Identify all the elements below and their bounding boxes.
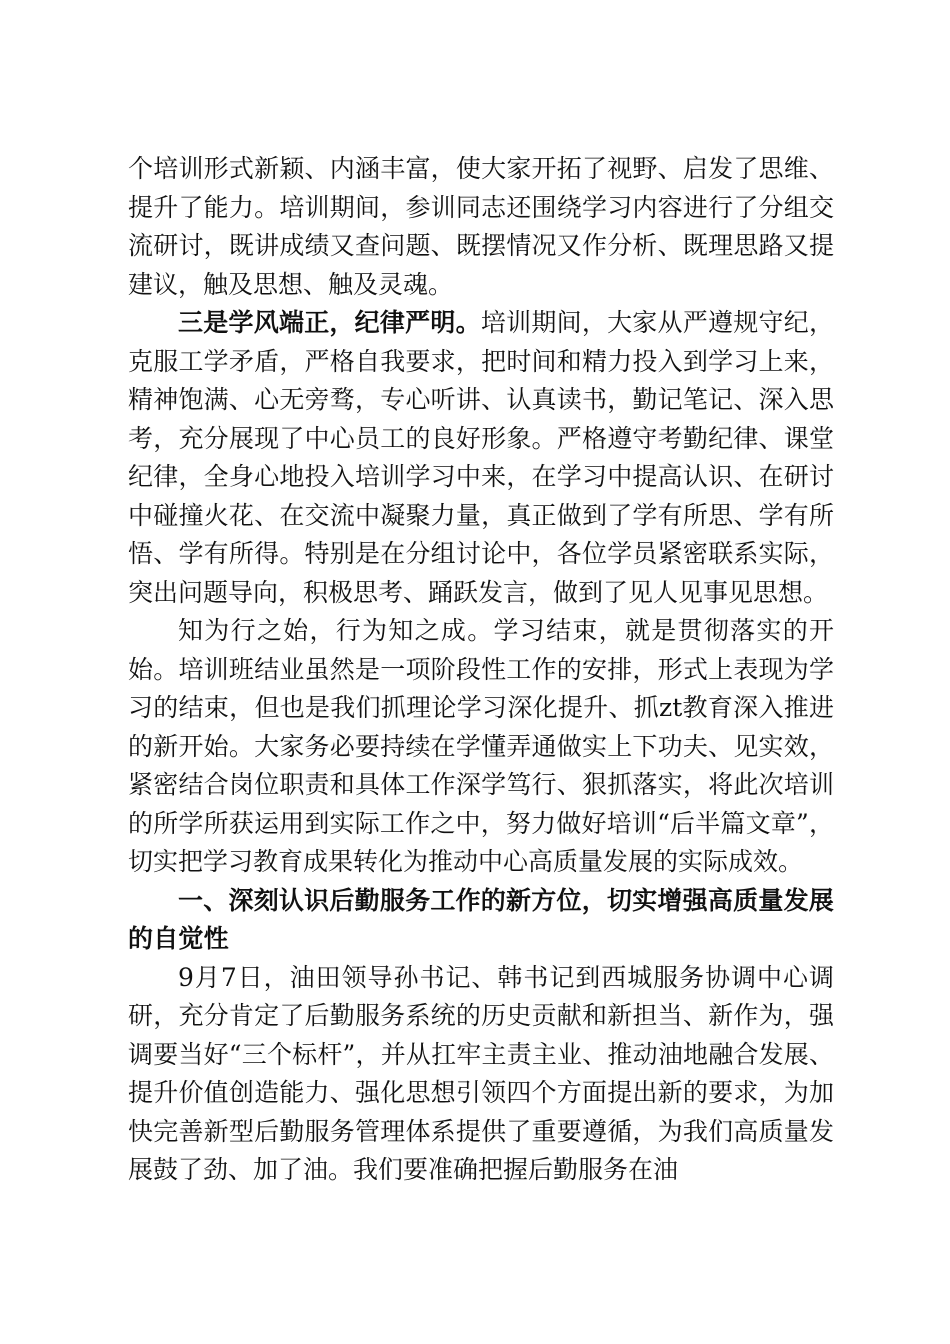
paragraph-text: 个培训形式新颖、内涵丰富，使大家开拓了视野、启发了思维、提升了能力。培训期间，参训同志还围绕学习内容进行了分组交流研讨，既讲成绩又查问题、既摆情况又作分析、既理思路又提建议，触及思想、触及灵魂。 (128, 154, 834, 299)
document-body (128, 150, 834, 1190)
paragraph-text: 培训期间，大家从严遵规守纪，克服工学矛盾，严格自我要求，把时间和精力投入到学习上来，精神饱满、心无旁骛，专心听讲、认真读书，勤记笔记、深入思考，充分展现了中心员工的良好形象。严格遵守考勤纪律、课堂纪律，全身心地投入培训学习中来，在学习中提高认识、在研讨中碰撞火花、在交流中凝聚力量，真正做到了学有所思、学有所悟、学有所得。特别是在分组讨论中，各位学员紧密联系实际，突出问题导向，积极思考、踊跃发言，做到了见人见事见思想。 (128, 308, 834, 607)
paragraph-lead-bold: 三是学风端正，纪律严明。 (178, 308, 481, 337)
paragraph-discipline (128, 304, 834, 612)
section-heading (128, 882, 834, 959)
paragraph-knowledge-action (128, 612, 834, 882)
paragraph-continuation (128, 150, 834, 304)
section-heading-text: 一、深刻认识后勤服务工作的新方位，切实增强高质量发展的自觉性 (128, 885, 834, 953)
paragraph-text: 知为行之始，行为知之成。学习结束，就是贯彻落实的开始。培训班结业虽然是一项阶段性工作的安排，形式上表现为学习的结束，但也是我们抓理论学习深化提升、抓zt教育深入推进的新开始。大家务必要持续在学懂弄通做实上下功夫、见实效，紧密结合岗位职责和具体工作深学笃行、狠抓落实，将此次培训的所学所获运用到实际工作之中，努力做好培训“后半篇文章”，切实把学习教育成果转化为推动中心高质量发展的实际成效。 (128, 616, 834, 876)
paragraph-text: 9月7日，油田领导孙书记、韩书记到西城服务协调中心调研，充分肯定了后勤服务系统的历史贡献和新担当、新作为，强调要当好“三个标杆”，并从扛牢主责主业、推动油地融合发展、提升价值创造能力、强化思想引领四个方面提出新的要求，为加快完善新型后勤服务管理体系提供了重要遵循，为我们高质量发展鼓了劲、加了油。我们要准确把握后勤服务在油 (128, 962, 834, 1184)
paragraph-research-visit (128, 959, 834, 1190)
